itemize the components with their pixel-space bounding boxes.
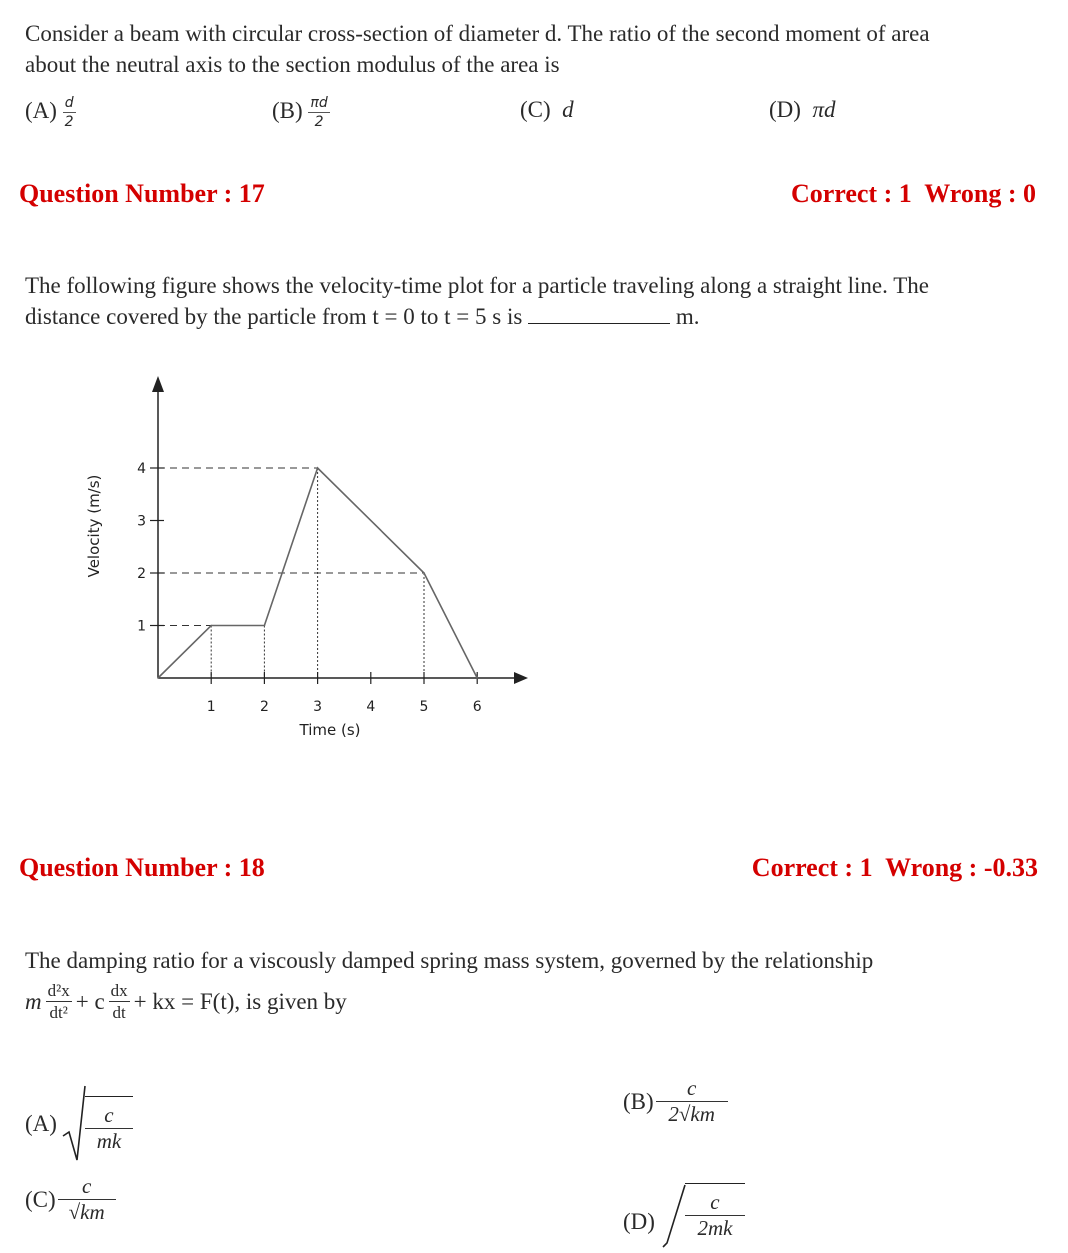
q17-text-pre: distance covered by the particle from t = 0 to t = 5 s is [25,304,523,329]
data-point [264,625,266,627]
q18-option-b[interactable] [623,1078,728,1125]
eq-first-derivative: $\frac{dx}{dt}$ [110,981,128,1022]
option-fraction: $\frac{c}{2√km}$ [656,1078,728,1125]
q18-option-c[interactable] [25,1176,116,1223]
y-tick-label: 3 [137,513,146,530]
q16-option-d[interactable] [769,97,835,123]
y-tick-label: 4 [137,461,146,477]
x-tick-label: 3 [313,699,323,715]
option-fraction: $\frac{d}{2}$ [64,95,74,130]
q16-text-line1: Consider a beam with circular cross-section of diameter d. The ratio of the second moment of area [25,21,930,46]
option-label: (B) [272,97,303,123]
option-value: d [562,97,574,122]
option-fraction: $\frac{c}{2mk}$ [685,1183,745,1239]
q16-option-c[interactable] [520,97,574,123]
q18-equation [25,982,347,1021]
option-fraction: $\frac{c}{√km}$ [58,1176,116,1223]
x-tick-label: 1 [206,699,216,715]
x-tick-label: 6 [472,699,482,715]
x-tick-label: 2 [259,699,269,715]
data-point [476,677,478,679]
eq-second-derivative: $\frac{\text{d²x}}{\text{dt²}}$ [47,981,70,1022]
sqrt-icon [661,1183,687,1253]
data-point [317,467,319,469]
q18-option-d[interactable] [623,1183,745,1253]
option-label: (B) [623,1088,654,1114]
q17-marks: Correct : 1 Wrong : 0 [790,179,1036,208]
eq-rest: + kx = F(t), is given by [133,989,347,1014]
sqrt-icon [61,1084,87,1164]
y-tick-label: 2 [137,566,146,582]
x-tick-label: 4 [366,699,376,715]
option-label: (A) [25,97,57,123]
y-tick-label: 1 [137,618,146,635]
question-number-17: Question Number : 17 [19,179,265,208]
x-axis-arrow-icon [514,672,528,684]
q16-text-line2: about the neutral axis to the section modulus of the area is [25,52,560,77]
option-label: (A) [25,1111,57,1136]
option-label: (C) [25,1186,56,1212]
option-label: (D) [623,1209,655,1234]
q16-option-b[interactable] [272,96,330,129]
option-value: πd [812,97,836,122]
q18-marks: Correct : 1 Wrong : -0.33 [751,853,1038,882]
q16-option-a[interactable] [25,96,76,129]
option-fraction: $\frac{\pi d}{2}$ [310,95,328,130]
answer-blank[interactable] [528,303,670,324]
x-tick-label: 5 [419,699,429,715]
q17-text-post: m. [675,304,700,329]
q17-text-line1: The following figure shows the velocity-time plot for a particle traveling along a straight line. The [25,273,929,298]
option-label: (C) [520,97,551,122]
q18-text-line1: The damping ratio for a viscously damped spring mass system, governed by the relationship [25,948,874,973]
q17-text-line2 [25,301,699,332]
option-fraction: $\frac{c}{mk}$ [85,1096,133,1152]
y-axis-label: Velocity (m/s) [85,474,103,578]
velocity-time-chart [80,370,560,750]
q18-option-a[interactable] [25,1084,133,1164]
data-point [210,625,212,627]
eq-plus-c: + c [75,989,105,1014]
option-label: (D) [769,97,801,122]
data-point [157,677,159,679]
question-number-18: Question Number : 18 [19,853,265,882]
data-point [423,572,425,574]
x-axis-label: Time (s) [299,721,361,739]
eq-m: m [25,989,42,1014]
y-axis-arrow-icon [152,376,164,392]
